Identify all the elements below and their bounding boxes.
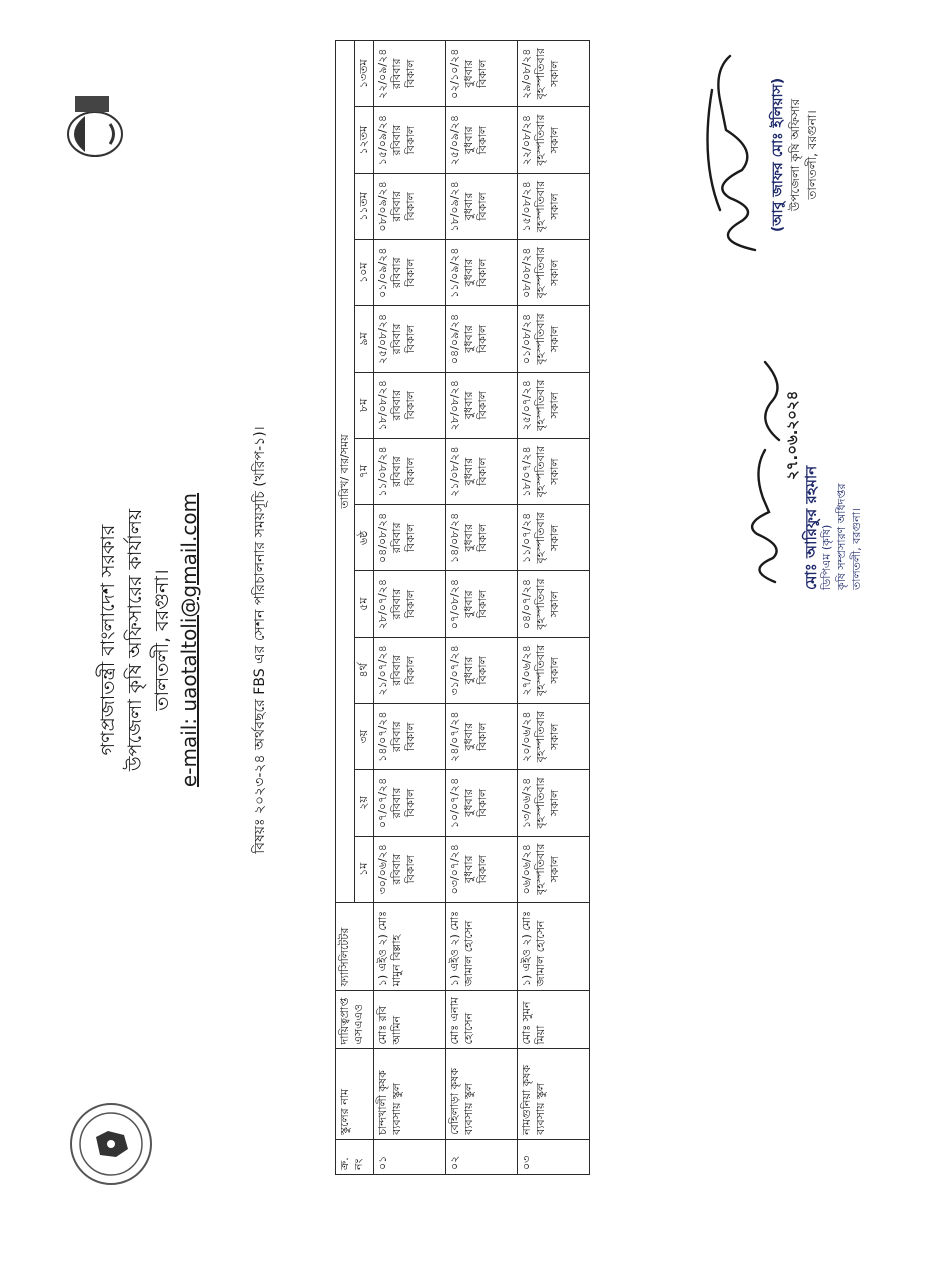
session-time: বিকাল <box>404 722 417 751</box>
session-day: বুধবার <box>462 59 475 88</box>
session-day: বুধবার <box>462 523 475 552</box>
session-date: ১৪/০৮/২৪ <box>448 512 461 563</box>
session-day: রবিবার <box>390 191 403 222</box>
session-time: সকাল <box>548 392 561 419</box>
session-date-cell <box>518 107 590 173</box>
header-location-line: তালতলী, বরগুনা। <box>151 569 173 711</box>
serial-cell: ০৩ <box>518 1139 590 1174</box>
dpm-signature-date: ২৭.০৬.২০২৪ <box>783 390 801 480</box>
session-date-cell <box>446 372 518 438</box>
session-date-cell <box>446 637 518 703</box>
session-date: ০১/০৯/২৪ <box>376 247 389 298</box>
session-header: ৫ম <box>355 571 374 637</box>
school-cell: চান্দখালী কৃষক ব্যবসায় স্কুল <box>374 1049 446 1139</box>
header-government-line: গণপ্রজাতন্ত্রী বাংলাদেশ সরকার <box>97 524 119 756</box>
session-day: বৃহস্পতিবার <box>534 512 547 564</box>
session-date-cell <box>518 704 590 770</box>
session-date: ২৮/০৮/২৪ <box>448 380 461 431</box>
table-row <box>374 41 446 1175</box>
session-date-cell <box>518 240 590 306</box>
session-time: বিকাল <box>404 855 417 884</box>
session-time: সকাল <box>548 126 561 154</box>
session-time: বিকাল <box>476 457 489 486</box>
school-cell: বেহিলাড়া কৃষক ব্যবসায় স্কুল <box>446 1049 518 1139</box>
col-header-facilitator: ফ্যাসিলিটেটর <box>336 902 374 990</box>
session-header: ৮ম <box>355 372 374 438</box>
session-date: ১৮/০৯/২৪ <box>448 181 461 232</box>
session-time: বিকাল <box>476 788 489 818</box>
session-day: বুধবার <box>462 192 475 221</box>
schedule-table <box>335 40 590 1175</box>
session-date: ২৭/০৬/২৪ <box>520 645 533 696</box>
session-header: ১ম <box>355 836 374 902</box>
serial-cell: ০১ <box>374 1139 446 1174</box>
session-day: রবিবার <box>390 522 403 554</box>
session-time: সকাল <box>548 458 561 485</box>
session-time: বিকাল <box>404 788 417 818</box>
session-time: সকাল <box>548 789 561 817</box>
session-day: বৃহস্পতিবার <box>534 644 547 697</box>
session-time: বিকাল <box>476 324 489 354</box>
session-date: ২৮/০৭/২৪ <box>376 578 389 630</box>
session-time: সকাল <box>548 259 561 286</box>
session-day: বৃহস্পতিবার <box>534 180 547 233</box>
session-date: ০১/০৮/২৪ <box>520 313 533 365</box>
session-time: বিকাল <box>476 192 489 221</box>
session-date-cell <box>446 505 518 571</box>
session-date: ২১/০৮/২৪ <box>448 446 461 497</box>
session-date-cell <box>374 836 446 902</box>
session-day: রবিবার <box>390 323 403 355</box>
session-time: সকাল <box>548 657 561 684</box>
session-day: রবিবার <box>390 655 403 686</box>
session-date: ০৭/০৭/২৪ <box>376 777 389 829</box>
col-header-school: স্কুলের নাম <box>336 1049 374 1139</box>
session-header: ১২তম <box>355 107 374 173</box>
session-date: ২২/০৮/২৪ <box>520 114 533 166</box>
session-day: বৃহস্পতিবার <box>534 843 547 895</box>
session-date: ১১/০৯/২৪ <box>448 247 461 298</box>
session-day: বুধবার <box>462 258 475 287</box>
school-cell: নামগুনিয়া কৃষক ব্যবসায় স্কুল <box>518 1049 590 1139</box>
session-day: বৃহস্পতিবার <box>534 313 547 365</box>
session-day: বৃহস্পতিবার <box>534 777 547 829</box>
session-date-cell <box>446 571 518 637</box>
session-header: ৬ষ্ঠ <box>355 505 374 571</box>
dpm-department: কৃষি সম্প্রসারণ অধিদপ্তর <box>835 483 848 590</box>
session-date-cell <box>518 306 590 372</box>
session-time: বিকাল <box>404 59 417 88</box>
session-day: বৃহস্পতিবার <box>534 247 547 299</box>
session-time: সকাল <box>548 590 561 618</box>
dpm-signature-block <box>735 340 864 590</box>
session-date: ২৯/০৮/২৪ <box>520 48 533 99</box>
session-time: বিকাল <box>476 656 489 685</box>
session-date: ০৪/০৭/২৪ <box>520 578 533 630</box>
session-time: সকাল <box>548 856 561 883</box>
session-date-cell <box>446 306 518 372</box>
session-date-cell <box>374 41 446 107</box>
session-time: সকাল <box>548 60 561 87</box>
session-time: বিকাল <box>476 589 489 619</box>
session-date: ১০/০৭/২৪ <box>448 777 461 829</box>
session-date: ২৫/০৭/২৪ <box>520 380 533 431</box>
session-time: বিকাল <box>476 523 489 552</box>
session-day: বুধবার <box>462 457 475 486</box>
session-time: বিকাল <box>404 523 417 552</box>
col-header-serial: ক্র. নং <box>336 1139 374 1174</box>
session-date: ১৩/০৬/২৪ <box>520 777 533 829</box>
session-time: বিকাল <box>404 656 417 685</box>
col-header-saao: দায়িত্বপ্রাপ্ত এসএএও <box>336 991 374 1049</box>
session-header: ৩য় <box>355 704 374 770</box>
session-date-cell <box>374 372 446 438</box>
session-date: ২০/০৬/২৪ <box>520 711 533 762</box>
session-day: রবিবার <box>390 853 403 885</box>
uao-title: উপজেলা কৃষি অফিসার <box>788 98 802 212</box>
session-date-cell <box>518 770 590 836</box>
session-day: বুধবার <box>462 126 475 154</box>
header-email: e-mail: uaotaltoli@gmail.com <box>177 492 201 788</box>
session-date: ২৫/০৯/২৪ <box>448 114 461 166</box>
session-date-cell <box>446 836 518 902</box>
session-date-cell <box>518 836 590 902</box>
session-time: বিকাল <box>404 125 417 155</box>
session-day: রবিবার <box>390 787 403 819</box>
subject-line: বিষয়ঃ ২০২৩-২৪ অর্থবছরে FBS এর সেশন পরিচালনার সময়সূচি (খরিপ-১)। <box>252 426 268 854</box>
session-day: রবিবার <box>390 389 403 421</box>
uao-name: (আবু জাফর মোঃ ইলিয়াস) <box>770 77 786 233</box>
session-day: রবিবার <box>390 588 403 620</box>
session-date-cell <box>446 173 518 239</box>
session-header: ১০ম <box>355 240 374 306</box>
session-header: ১৩তম <box>355 41 374 107</box>
saao-cell: মোঃ এনাম হোসেন <box>446 991 518 1049</box>
session-time: সকাল <box>548 723 561 750</box>
session-date: ১৮/০৮/২৪ <box>376 380 389 431</box>
session-header: ৭ম <box>355 438 374 504</box>
session-date: ২৫/০৮/২৪ <box>376 313 389 365</box>
session-time: বিকাল <box>476 855 489 884</box>
session-time: বিকাল <box>476 59 489 88</box>
session-time: বিকাল <box>404 457 417 486</box>
session-date-cell <box>518 438 590 504</box>
session-time: বিকাল <box>404 192 417 221</box>
session-date-cell <box>374 107 446 173</box>
session-date-cell <box>374 306 446 372</box>
session-date-cell <box>518 505 590 571</box>
session-date: ৩০/০৬/২৪ <box>376 844 389 895</box>
session-time: বিকাল <box>404 589 417 619</box>
session-time: সকাল <box>548 325 561 353</box>
facilitator-cell: ১) এইও ২) মোঃ জামাল হোসেন <box>518 902 590 990</box>
letterhead <box>95 0 203 1280</box>
session-day: বুধবার <box>462 722 475 751</box>
session-header: ৪র্থ <box>355 637 374 703</box>
session-date-cell <box>374 173 446 239</box>
session-date-cell <box>374 571 446 637</box>
session-date-cell <box>446 438 518 504</box>
session-date-cell <box>374 240 446 306</box>
serial-cell: ০২ <box>446 1139 518 1174</box>
session-date-cell <box>374 438 446 504</box>
session-date-cell <box>446 770 518 836</box>
session-date-cell <box>446 107 518 173</box>
session-date: ০৪/০৮/২৪ <box>376 512 389 563</box>
session-day: রবিবার <box>390 58 403 90</box>
session-date: ১৪/০৭/২৪ <box>376 711 389 762</box>
session-day: রবিবার <box>390 721 403 752</box>
session-time: বিকাল <box>404 324 417 354</box>
session-date: ১৫/০৯/২৪ <box>376 114 389 166</box>
session-day: বৃহস্পতিবার <box>534 711 547 763</box>
session-date-cell <box>446 41 518 107</box>
col-header-dates-group: তারিখ/ বার/সময় <box>336 41 355 903</box>
session-header: ২য় <box>355 770 374 836</box>
session-date-cell <box>374 770 446 836</box>
session-header: ১১তম <box>355 173 374 239</box>
session-day: বৃহস্পতিবার <box>534 578 547 630</box>
session-date: ১১/০৮/২৪ <box>376 446 389 497</box>
session-date: ১৮/০৭/২৪ <box>520 446 533 497</box>
table-header-row <box>336 41 355 1175</box>
session-date: ১১/০৭/২৪ <box>520 512 533 563</box>
session-date: ০৩/০৭/২৪ <box>448 844 461 895</box>
session-day: রবিবার <box>390 124 403 156</box>
session-date-cell <box>518 571 590 637</box>
session-day: বুধবার <box>462 325 475 353</box>
uao-location: তালতলী, বরগুনা। <box>805 110 819 200</box>
session-date-cell <box>518 173 590 239</box>
session-time: বিকাল <box>476 125 489 155</box>
saao-cell: মোঃ সুমন মিয়া <box>518 991 590 1049</box>
session-date-cell <box>374 637 446 703</box>
facilitator-cell: ১) এইও ২) মোঃ মামুন বিল্লাহ <box>374 902 446 990</box>
session-day: বৃহস্পতিবার <box>534 445 547 498</box>
session-day: রবিবার <box>390 257 403 289</box>
session-date: ০৮/০৮/২৪ <box>520 247 533 298</box>
session-date: ৩১/০৭/২৪ <box>448 645 461 696</box>
session-time: বিকাল <box>404 391 417 420</box>
session-time: বিকাল <box>476 722 489 751</box>
session-date-cell <box>518 637 590 703</box>
table-body <box>374 41 590 1175</box>
session-date: ২২/০৯/২৪ <box>376 48 389 99</box>
session-time: সকাল <box>548 193 561 220</box>
session-date: ২৪/০৭/২৪ <box>448 711 461 762</box>
session-date: ০২/১০/২৪ <box>448 48 461 99</box>
dpm-designation: ডিপিএম (কৃষি) <box>820 524 833 590</box>
session-day: বুধবার <box>462 590 475 618</box>
session-day: বুধবার <box>462 656 475 685</box>
dpm-location: তালতলী, বরগুনা। <box>850 508 863 590</box>
session-date: ০৮/০৯/২৪ <box>376 181 389 232</box>
session-header: ৯ম <box>355 306 374 372</box>
uao-signature-scribble <box>700 40 770 270</box>
session-date-cell <box>446 704 518 770</box>
session-date-cell <box>518 372 590 438</box>
session-time: বিকাল <box>404 258 417 287</box>
session-date: ০৬/০৬/২৪ <box>520 844 533 895</box>
table-row <box>446 41 518 1175</box>
session-date: ২১/০৭/২৪ <box>376 645 389 696</box>
session-date: ০৭/০৮/২৪ <box>448 578 461 630</box>
session-time: বিকাল <box>476 391 489 420</box>
session-day: বুধবার <box>462 391 475 420</box>
session-day: বৃহস্পতিবার <box>534 114 547 166</box>
session-day: বুধবার <box>462 855 475 884</box>
session-date-cell <box>518 41 590 107</box>
session-date: ১৫/০৮/২৪ <box>520 181 533 232</box>
session-day: বৃহস্পতিবার <box>534 379 547 431</box>
table-row <box>518 41 590 1175</box>
session-day: বুধবার <box>462 789 475 817</box>
uao-signature-block <box>700 40 821 270</box>
session-time: সকাল <box>548 524 561 551</box>
session-date: ০৪/০৯/২৪ <box>448 313 461 365</box>
session-date-cell <box>374 704 446 770</box>
header-office-line: উপজেলা কৃষি অফিসারের কার্যালয় <box>124 508 146 772</box>
session-time: বিকাল <box>476 258 489 287</box>
saao-cell: মোঃ রবি আমিন <box>374 991 446 1049</box>
session-date-cell <box>446 240 518 306</box>
session-day: বৃহস্পতিবার <box>534 48 547 100</box>
session-date-cell <box>374 505 446 571</box>
session-day: রবিবার <box>390 456 403 487</box>
facilitator-cell: ১) এইও ২) মোঃ জামাল হোসেন <box>446 902 518 990</box>
dpm-name: মোঃ আরিফুর রহমান <box>802 465 820 590</box>
